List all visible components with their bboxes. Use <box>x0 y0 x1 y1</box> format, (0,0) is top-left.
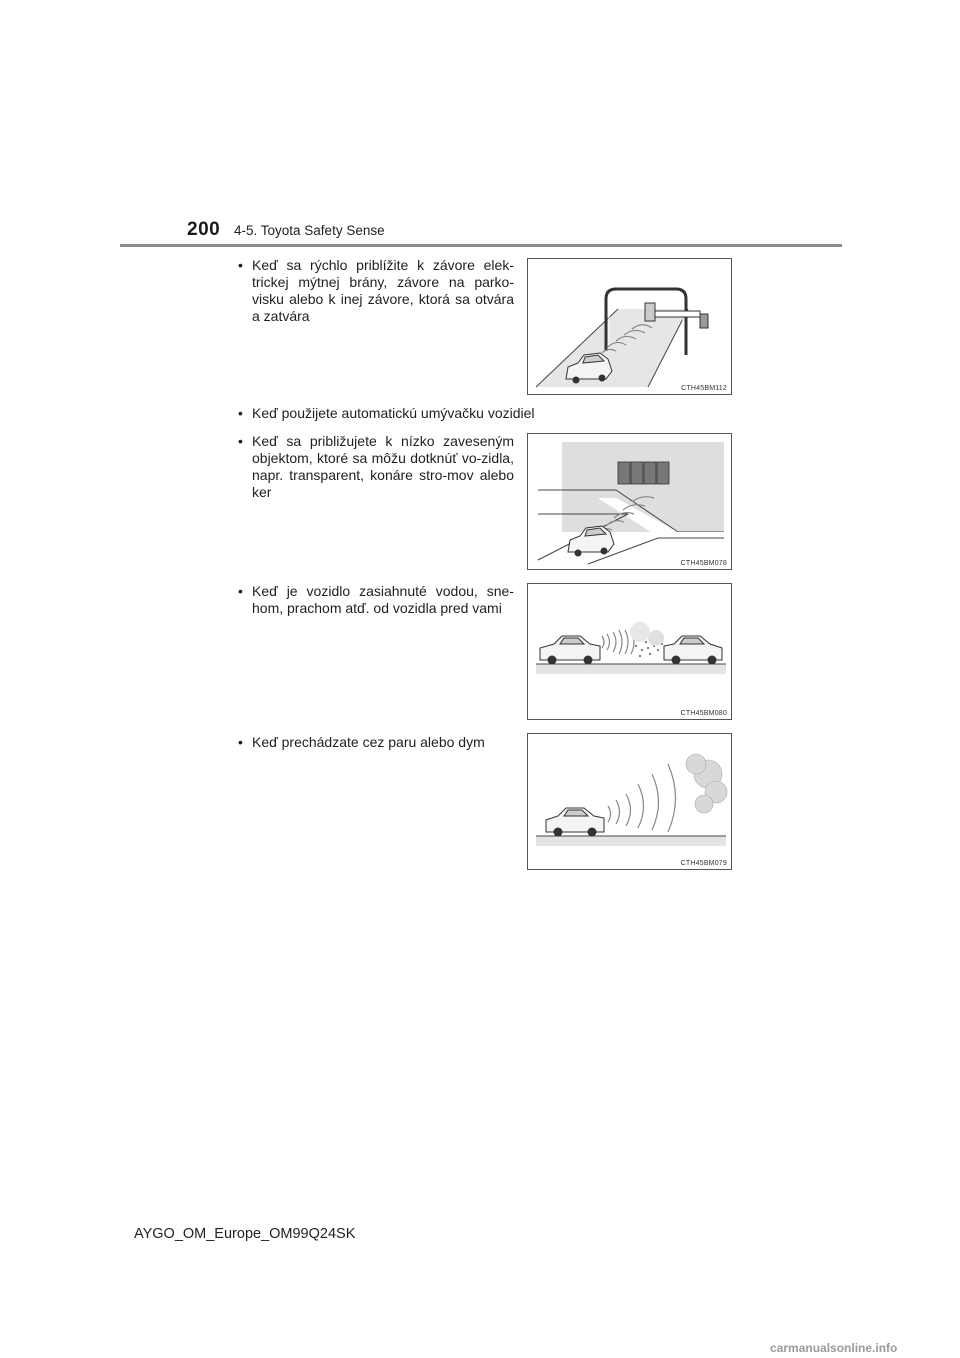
section-title: 4-5. Toyota Safety Sense <box>234 223 385 238</box>
figure-steam-smoke <box>527 733 732 870</box>
bullet-text: Keď je vozidlo zasiahnuté vodou, sne-hom, prachom atď. od vozidla pred vami <box>252 583 514 616</box>
page-number: 200 <box>187 219 221 240</box>
bullet-mark: • <box>238 405 243 421</box>
bullet-mark: • <box>238 583 243 599</box>
bullet-item-water-snow-dust <box>238 583 514 617</box>
spray-illustration <box>528 584 732 720</box>
figure-code: CTH45BM078 <box>680 560 727 567</box>
bullet-text: Keď prechádzate cez paru alebo dym <box>252 734 485 750</box>
figure-low-objects <box>527 433 732 570</box>
low-objects-illustration <box>528 434 732 570</box>
toll-gate-illustration <box>528 259 732 395</box>
bullet-item-car-wash <box>238 405 598 422</box>
bullet-item-toll-gate <box>238 257 514 325</box>
figure-toll-gate <box>527 258 732 395</box>
footer-doc-code: AYGO_OM_Europe_OM99Q24SK <box>134 1226 356 1242</box>
bullet-mark: • <box>238 433 243 449</box>
bullet-text: Keď sa rýchlo priblížite k závore elek-trickej mýtnej brány, závore na parko-visku alebo k inej závore, ktorá sa otvára a zatvára <box>252 257 514 324</box>
header-divider <box>120 244 842 247</box>
figure-water-snow-dust <box>527 583 732 720</box>
bullet-mark: • <box>238 257 243 273</box>
figure-code: CTH45BM079 <box>680 860 727 867</box>
steam-illustration <box>528 734 732 870</box>
figure-code: CTH45BM080 <box>680 710 727 717</box>
bullet-item-steam-smoke <box>238 734 514 751</box>
bullet-text: Keď sa približujete k nízko zaveseným objektom, ktoré sa môžu dotknúť vo-zidla, napr. transparent, konáre stro-mov alebo ker <box>252 433 514 500</box>
bullet-mark: • <box>238 734 243 750</box>
bullet-item-low-objects <box>238 433 514 501</box>
watermark: carmanualsonline.info <box>770 1341 898 1355</box>
bullet-text: Keď použijete automatickú umývačku vozidiel <box>252 405 535 421</box>
figure-code: CTH45BM112 <box>681 385 727 392</box>
